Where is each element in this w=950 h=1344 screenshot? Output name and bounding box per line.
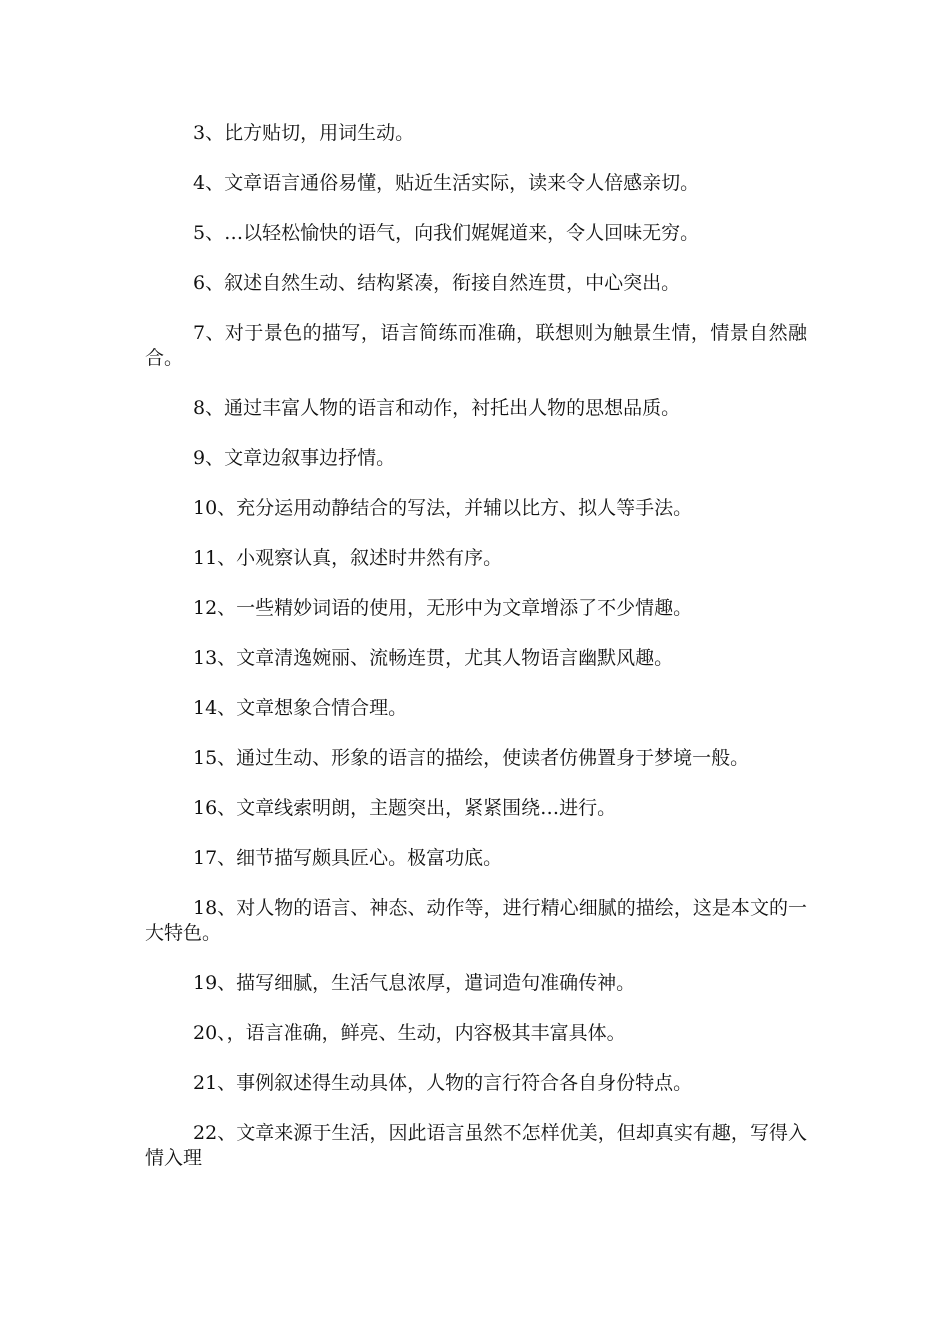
paragraph-5: 5、…以轻松愉快的语气，向我们娓娓道来，令人回味无穷。 — [193, 222, 700, 244]
paragraph-6: 6、叙述自然生动、结构紧凑，衔接自然连贯，中心突出。 — [193, 272, 681, 294]
paragraph-10: 10、充分运用动静结合的写法，并辅以比方、拟人等手法。 — [193, 497, 693, 519]
paragraph-18: 18、对人物的语言、神态、动作等，进行精心细腻的描绘，这是本文的一大特色。 — [145, 897, 807, 944]
paragraph-11: 11、小观察认真，叙述时井然有序。 — [193, 547, 503, 569]
paragraph-7: 7、对于景色的描写，语言简练而准确，联想则为触景生情，情景自然融合。 — [145, 322, 807, 369]
paragraph-13: 13、文章清逸婉丽、流畅连贯，尤其人物语言幽默风趣。 — [193, 647, 674, 669]
paragraph-14: 14、文章想象合情合理。 — [193, 697, 408, 719]
paragraph-12: 12、一些精妙词语的使用，无形中为文章增添了不少情趣。 — [193, 597, 693, 619]
paragraph-20: 20、，语言准确，鲜亮、生动，内容极其丰富具体。 — [193, 1022, 626, 1044]
paragraph-8: 8、通过丰富人物的语言和动作，衬托出人物的思想品质。 — [193, 397, 681, 419]
paragraph-9: 9、文章边叙事边抒情。 — [193, 447, 396, 469]
paragraph-16: 16、文章线索明朗，主题突出，紧紧围绕…进行。 — [193, 797, 617, 819]
paragraph-4: 4、文章语言通俗易懂，贴近生活实际，读来令人倍感亲切。 — [193, 172, 700, 194]
paragraph-17: 17、细节描写颇具匠心。极富功底。 — [193, 847, 503, 869]
paragraph-21: 21、事例叙述得生动具体，人物的言行符合各自身份特点。 — [193, 1072, 693, 1094]
paragraph-3: 3、比方贴切，用词生动。 — [193, 122, 415, 144]
paragraph-19: 19、描写细腻，生活气息浓厚，遣词造句准确传神。 — [193, 972, 636, 994]
paragraph-22: 22、文章来源于生活，因此语言虽然不怎样优美，但却真实有趣，写得入情入理 — [145, 1122, 807, 1169]
paragraph-15: 15、通过生动、形象的语言的描绘，使读者仿佛置身于梦境一般。 — [193, 747, 750, 769]
document-body — [145, 121, 807, 1196]
